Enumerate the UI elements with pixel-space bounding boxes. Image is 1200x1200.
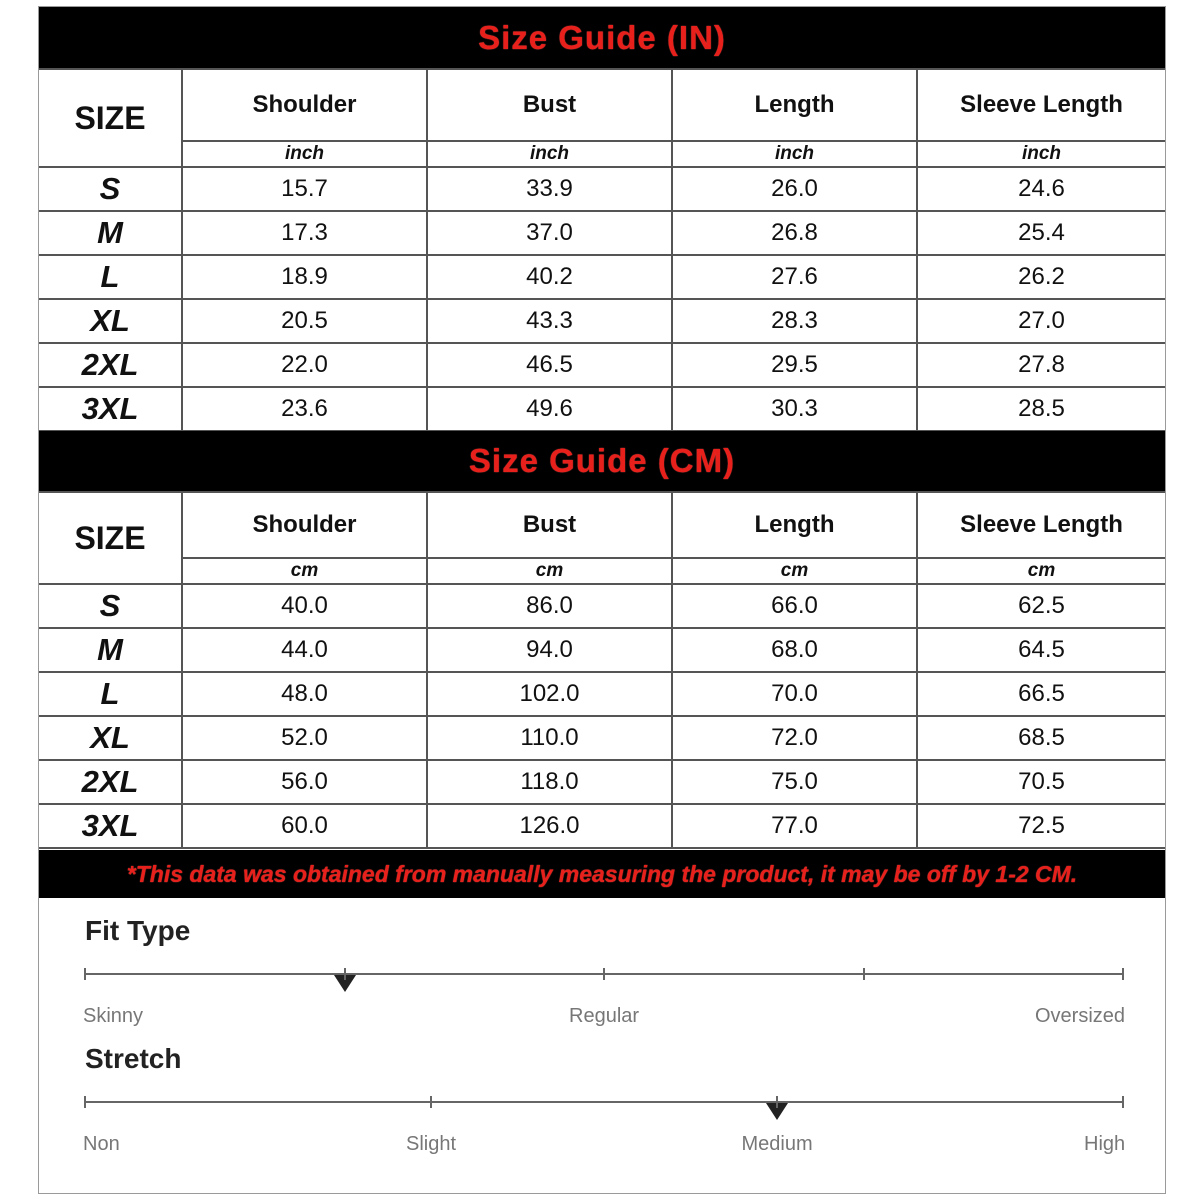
- fit-type-tick: [84, 968, 86, 980]
- shoulder-value: 22.0: [182, 343, 427, 387]
- bust-header: Bust: [427, 69, 672, 141]
- size-label: 3XL: [39, 387, 182, 431]
- stretch-label-high: High: [1084, 1133, 1126, 1155]
- size-label: 2XL: [39, 343, 182, 387]
- stretch-label-non: Non: [83, 1133, 120, 1155]
- sleeve-length-value: 72.5: [917, 804, 1165, 848]
- sleeve-length-header: Sleeve Length: [917, 69, 1165, 141]
- bust-header: Bust: [427, 492, 672, 558]
- sleeve-length-value: 26.2: [917, 255, 1165, 299]
- sleeve-length-value: 24.6: [917, 167, 1165, 211]
- shoulder-value: 56.0: [182, 760, 427, 804]
- cm-guide-title: Size Guide (CM): [468, 442, 736, 479]
- length-value: 70.0: [672, 672, 917, 716]
- length-value: 29.5: [672, 343, 917, 387]
- stretch-tick: [84, 1096, 86, 1108]
- shoulder-value: 15.7: [182, 167, 427, 211]
- shoulder-value: 52.0: [182, 716, 427, 760]
- shoulder-header: Shoulder: [182, 492, 427, 558]
- sleeve-length-value: 27.0: [917, 299, 1165, 343]
- sleeve-length-value: 62.5: [917, 584, 1165, 628]
- sleeve-length-value: 27.8: [917, 343, 1165, 387]
- length-value: 66.0: [672, 584, 917, 628]
- size-label: L: [39, 672, 182, 716]
- size-label: S: [39, 584, 182, 628]
- length-value: 27.6: [672, 255, 917, 299]
- unit-label: cm: [427, 558, 672, 584]
- length-value: 28.3: [672, 299, 917, 343]
- unit-label: inch: [182, 141, 427, 167]
- length-value: 75.0: [672, 760, 917, 804]
- shoulder-header: Shoulder: [182, 69, 427, 141]
- table-row: [39, 760, 1165, 804]
- fit-type-tick: [344, 968, 346, 980]
- stretch-label-medium: Medium: [741, 1133, 813, 1155]
- size-label: 2XL: [39, 760, 182, 804]
- fit-type-tick: [1122, 968, 1124, 980]
- bust-value: 46.5: [427, 343, 672, 387]
- length-value: 77.0: [672, 804, 917, 848]
- unit-label: cm: [182, 558, 427, 584]
- size-label: S: [39, 167, 182, 211]
- size-label: XL: [39, 299, 182, 343]
- fit-type-tick: [863, 968, 865, 980]
- fit-type-title: Fit Type: [85, 915, 191, 946]
- size-column-header: SIZE: [39, 69, 182, 167]
- shoulder-value: 17.3: [182, 211, 427, 255]
- sleeve-length-value: 25.4: [917, 211, 1165, 255]
- length-value: 30.3: [672, 387, 917, 431]
- stretch-tick: [430, 1096, 432, 1108]
- shoulder-value: 18.9: [182, 255, 427, 299]
- table-row: [39, 299, 1165, 343]
- length-value: 26.0: [672, 167, 917, 211]
- table-row: [39, 387, 1165, 431]
- length-value: 72.0: [672, 716, 917, 760]
- shoulder-value: 40.0: [182, 584, 427, 628]
- bust-value: 40.2: [427, 255, 672, 299]
- sleeve-length-value: 68.5: [917, 716, 1165, 760]
- shoulder-value: 60.0: [182, 804, 427, 848]
- header-row: [39, 69, 1165, 141]
- table-row: [39, 716, 1165, 760]
- bust-value: 43.3: [427, 299, 672, 343]
- table-row: [39, 628, 1165, 672]
- unit-row: [39, 141, 1165, 167]
- stretch-tick: [776, 1096, 778, 1108]
- unit-label: inch: [427, 141, 672, 167]
- bust-value: 102.0: [427, 672, 672, 716]
- stretch-title: Stretch: [85, 1043, 182, 1074]
- stretch-label-slight: Slight: [406, 1133, 457, 1155]
- bust-value: 118.0: [427, 760, 672, 804]
- table-row: [39, 804, 1165, 848]
- measurement-note: *This data was obtained from manually measuring the product, it may be off by 1-2 CM.: [126, 860, 1078, 887]
- inch-guide-title: Size Guide (IN): [478, 18, 726, 56]
- shoulder-value: 20.5: [182, 299, 427, 343]
- length-header: Length: [672, 492, 917, 558]
- length-value: 26.8: [672, 211, 917, 255]
- bust-value: 33.9: [427, 167, 672, 211]
- sleeve-length-value: 64.5: [917, 628, 1165, 672]
- size-column-header: SIZE: [39, 492, 182, 584]
- cm-guide-title-bar: [39, 431, 1165, 491]
- measurement-note-bar: [39, 850, 1165, 898]
- bust-value: 110.0: [427, 716, 672, 760]
- size-label: 3XL: [39, 804, 182, 848]
- stretch-tick: [1122, 1096, 1124, 1108]
- stretch-scale-line: [85, 1101, 1123, 1103]
- length-header: Length: [672, 69, 917, 141]
- shoulder-value: 23.6: [182, 387, 427, 431]
- size-label: XL: [39, 716, 182, 760]
- size-label: L: [39, 255, 182, 299]
- unit-label: inch: [672, 141, 917, 167]
- unit-row: [39, 558, 1165, 584]
- fit-type-tick: [603, 968, 605, 980]
- size-chart: [38, 6, 1166, 1194]
- fit-type-label-regular: Regular: [569, 1005, 640, 1027]
- bust-value: 86.0: [427, 584, 672, 628]
- sleeve-length-value: 66.5: [917, 672, 1165, 716]
- inch-guide-title-bar: [39, 7, 1165, 68]
- shoulder-value: 48.0: [182, 672, 427, 716]
- bust-value: 94.0: [427, 628, 672, 672]
- bust-value: 49.6: [427, 387, 672, 431]
- fit-type-label-skinny: Skinny: [83, 1005, 144, 1027]
- unit-label: cm: [672, 558, 917, 584]
- sleeve-length-header: Sleeve Length: [917, 492, 1165, 558]
- table-row: [39, 343, 1165, 387]
- size-label: M: [39, 211, 182, 255]
- fit-type-label-oversized: Oversized: [1035, 1005, 1126, 1027]
- unit-label: inch: [917, 141, 1165, 167]
- table-row: [39, 584, 1165, 628]
- bust-value: 126.0: [427, 804, 672, 848]
- table-row: [39, 255, 1165, 299]
- size-label: M: [39, 628, 182, 672]
- table-row: [39, 167, 1165, 211]
- unit-label: cm: [917, 558, 1165, 584]
- bust-value: 37.0: [427, 211, 672, 255]
- table-row: [39, 672, 1165, 716]
- table-row: [39, 211, 1165, 255]
- sleeve-length-value: 28.5: [917, 387, 1165, 431]
- sleeve-length-value: 70.5: [917, 760, 1165, 804]
- header-row: [39, 492, 1165, 558]
- inch-size-table: [39, 68, 1165, 432]
- length-value: 68.0: [672, 628, 917, 672]
- shoulder-value: 44.0: [182, 628, 427, 672]
- cm-size-table: [39, 491, 1165, 849]
